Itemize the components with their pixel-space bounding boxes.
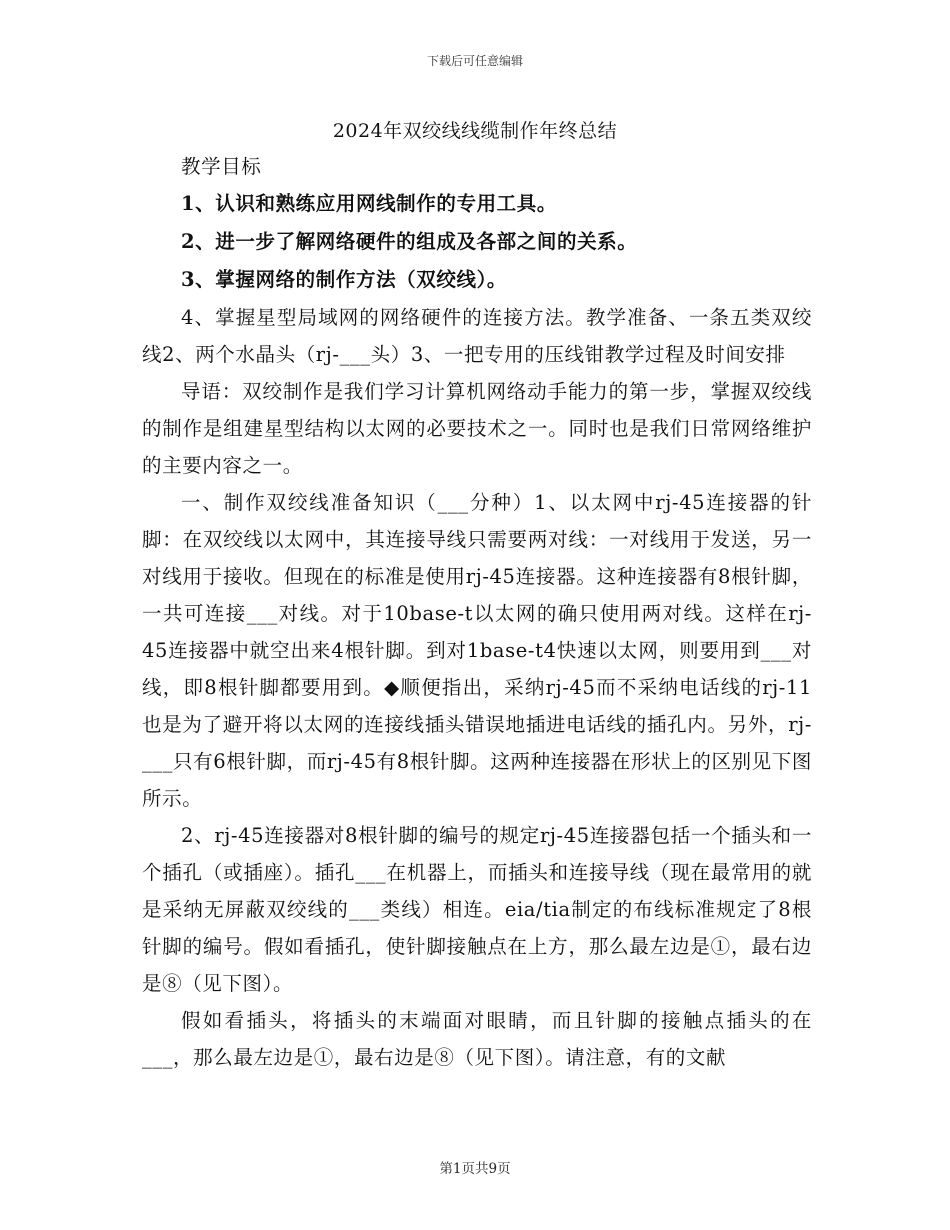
paragraph-goal-4: 4、掌握星型局域网的网络硬件的连接方法。教学准备、一条五类双绞线2、两个水晶头（rj-___头）3、一把专用的压线钳教学过程及时间安排 [142,306,812,366]
paragraph-goal-2: 2、进一步了解网络硬件的组成及各部之间的关系。 [181,230,638,253]
paragraph-goal-3: 3、掌握网络的制作方法（双绞线）。 [181,268,508,291]
page-indicator: 第1页共9页 [439,1161,511,1177]
paragraph-section-2: 2、rj-45连接器对8根针脚的编号的规定rj-45连接器包括一个插头和一个插孔（或插座）。插孔___在机器上，而插头和连接导线（现在最常用的就是采纳无屏蔽双绞线的___类线）相连。eia/tia制定的布线标准规定了8根针脚的编号。假如看插孔，使针脚接触点在上方，那么最左边是①，最右边是⑧（见下图）。 [142,824,812,995]
paragraph-introduction: 导语：双绞制作是我们学习计算机网络动手能力的第一步，掌握双绞线的制作是组建星型结构以太网的必要技术之一。同时也是我们日常网络维护的主要内容之一。 [142,380,812,477]
document-title: 2024年双绞线线缆制作年终总结 [332,120,618,142]
paragraph-goal-1: 1、认识和熟练应用网线制作的专用工具。 [181,192,557,215]
paragraph-teaching-goals: 教学目标 [181,155,262,178]
paragraph-section-1: 一、制作双绞线准备知识（___分种）1、以太网中rj-45连接器的针脚：在双绞线以太网中，其连接导线只需要两对线：一对线用于发送，另一对线用于接收。但现在的标准是使用rj-45连接器。这种连接器有8根针脚，一共可连接___对线。对于10base-t以太网的确只使用两对线。这样在rj-45连接器中就空出来4根针脚。到对1base-t4快速以太网，则要用到___对线，即8根针脚都要用到。◆顺便指出，采纳rj-45而不采纳电话线的rj-11也是为了避开将以太网的连接线插头错误地插进电话线的插孔内。另外，rj-___只有6根针脚，而rj-45有8根针脚。这两种连接器在形状上的区别见下图所示。 [142,491,812,810]
document-body [142,148,812,1076]
header-note: 下载后可任意编辑 [426,54,523,68]
paragraph-plug-view: 假如看插头，将插头的末端面对眼睛，而且针脚的接触点插头的在___，那么最左边是①，最右边是⑧（见下图）。请注意，有的文献 [142,1009,812,1069]
